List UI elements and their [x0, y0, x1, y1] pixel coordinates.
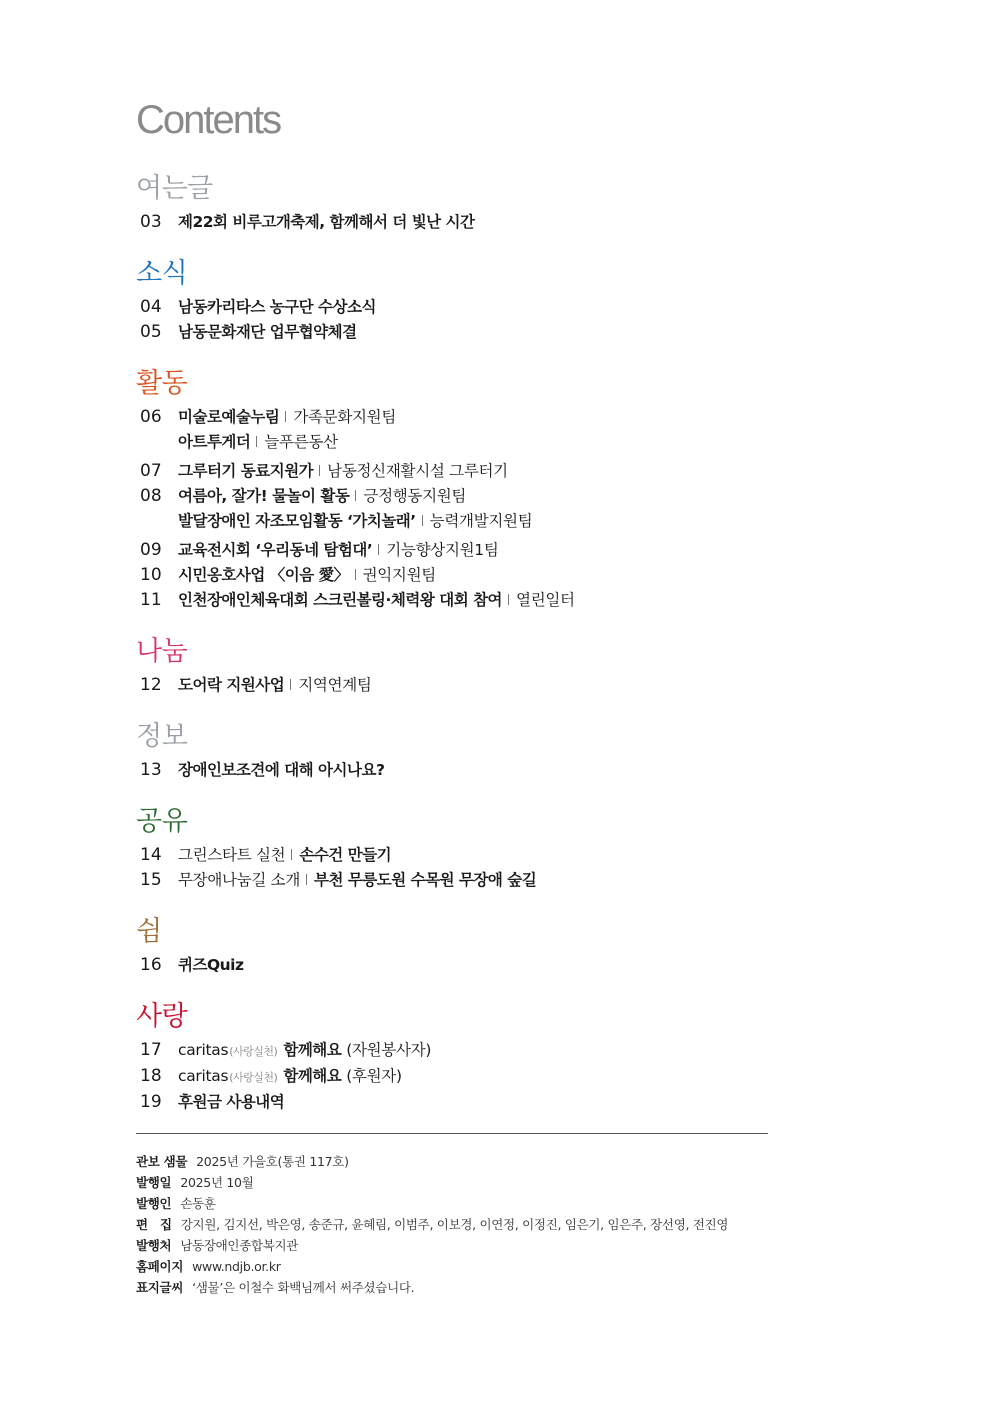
page-number: 13 — [140, 760, 162, 780]
separator — [378, 544, 379, 555]
entry-title: 발달장애인 자조모임활동 ‘가치놀래’ — [178, 512, 416, 530]
colophon-row — [136, 1151, 728, 1172]
entry-team: 늘푸른동산 — [264, 433, 338, 451]
colophon-label: 편 집 — [136, 1217, 172, 1232]
section-love — [136, 1000, 776, 1115]
entry-team: 가족문화지원팀 — [293, 408, 397, 426]
toc-entry[interactable] — [136, 210, 776, 235]
entry-category: 무장애나눔길 소개 — [178, 871, 301, 889]
entry-suffix: (자원봉사자) — [346, 1041, 432, 1059]
entry-title: 도어락 지원사업 — [178, 676, 285, 694]
colophon-value: 2025년 가을호(통권 117호) — [196, 1154, 349, 1169]
entry-category: caritas — [178, 1041, 229, 1059]
toc-entry[interactable] — [136, 673, 776, 698]
page-number: 19 — [140, 1092, 162, 1112]
page-number: 11 — [140, 590, 162, 610]
page-number: 17 — [140, 1040, 162, 1060]
colophon-label: 관보 샘물 — [136, 1154, 188, 1169]
entry-team: 지역연계팀 — [298, 676, 372, 694]
separator — [306, 874, 307, 885]
colophon-value: 손동훈 — [180, 1196, 216, 1211]
section-share — [136, 805, 776, 893]
toc-entry[interactable] — [136, 538, 776, 563]
entry-team: 권익지원팀 — [362, 566, 436, 584]
section-heading: 사랑 — [136, 1001, 188, 1032]
page-number: 07 — [140, 461, 162, 481]
page-number: 03 — [140, 212, 162, 232]
entry-title: 교육전시회 ‘우리동네 탐험대’ — [178, 541, 373, 559]
entry-team: 남동정신재활시설 그루터기 — [327, 462, 508, 480]
toc-entry[interactable] — [136, 868, 776, 893]
homepage-link[interactable]: www.ndjb.or.kr — [192, 1259, 281, 1274]
entry-team: 기능향상지원1팀 — [386, 541, 499, 559]
section-sharing — [136, 635, 776, 698]
section-news — [136, 257, 776, 345]
colophon-value: 2025년 10월 — [180, 1175, 254, 1190]
page-number: 10 — [140, 565, 162, 585]
toc-entry[interactable] — [136, 563, 776, 588]
toc-entry[interactable] — [136, 295, 776, 320]
page-title: Contents — [136, 98, 281, 142]
page-number: 06 — [140, 407, 162, 427]
entry-note: (사랑실천) — [229, 1045, 278, 1058]
entry-team: 열린일터 — [516, 591, 575, 609]
section-heading: 쉼 — [136, 916, 162, 947]
toc-entry[interactable] — [136, 320, 776, 345]
section-rest — [136, 915, 776, 978]
toc-entry[interactable] — [136, 430, 776, 455]
toc-entry[interactable] — [136, 1090, 776, 1115]
colophon-label: 홈페이지 — [136, 1259, 184, 1274]
page-number: 04 — [140, 297, 162, 317]
colophon-row — [136, 1256, 728, 1277]
page-number: 05 — [140, 322, 162, 342]
page-number: 15 — [140, 870, 162, 890]
entry-title: 부천 무릉도원 수목원 무장애 숲길 — [314, 871, 537, 889]
separator — [256, 436, 257, 447]
entry-title: 인천장애인체육대회 스크린볼링·체력왕 대회 참여 — [178, 591, 503, 609]
colophon-row — [136, 1172, 728, 1193]
page-number: 08 — [140, 486, 162, 506]
entry-title: 함께해요 — [283, 1041, 342, 1059]
separator — [508, 594, 509, 605]
entry-title: 후원금 사용내역 — [178, 1093, 285, 1111]
entry-title: 시민옹호사업 〈이음 愛〉 — [178, 566, 349, 584]
entry-category: caritas — [178, 1067, 229, 1085]
toc-entry[interactable] — [136, 459, 776, 484]
entry-note: (사랑실천) — [229, 1071, 278, 1084]
separator — [422, 515, 423, 526]
toc-entry[interactable] — [136, 405, 776, 430]
entry-title: 남동문화재단 업무협약체결 — [178, 323, 357, 341]
colophon-row — [136, 1214, 728, 1235]
colophon-row — [136, 1193, 728, 1214]
separator — [291, 849, 292, 860]
colophon-row — [136, 1235, 728, 1256]
entry-title: 아트투게더 — [178, 433, 251, 451]
toc-entry[interactable] — [136, 758, 776, 783]
entry-title: 손수건 만들기 — [299, 846, 392, 864]
entry-title: 퀴즈Quiz — [178, 956, 244, 974]
toc-entry[interactable] — [136, 484, 776, 509]
colophon-label: 발행일 — [136, 1175, 172, 1190]
colophon-value: 남동장애인종합복지관 — [180, 1238, 299, 1253]
section-heading: 여는글 — [136, 173, 213, 204]
section-heading: 공유 — [136, 806, 188, 837]
colophon-row — [136, 1277, 728, 1298]
colophon-value: 강지원, 김지선, 박은영, 송준규, 윤혜림, 이범주, 이보경, 이연정, 이정진, 임은기, 임은주, 장선영, 전진영 — [180, 1217, 729, 1232]
section-info — [136, 720, 776, 783]
section-opening — [136, 172, 776, 235]
page-number: 16 — [140, 955, 162, 975]
entry-title: 함께해요 — [283, 1067, 342, 1085]
colophon-label: 표지글씨 — [136, 1280, 184, 1295]
entry-team: 긍정행동지원팀 — [363, 487, 467, 505]
toc-entry[interactable] — [136, 1064, 776, 1090]
colophon — [136, 1151, 728, 1298]
entry-title: 남동카리타스 농구단 수상소식 — [178, 298, 376, 316]
entry-title: 장애인보조견에 대해 아시나요? — [178, 761, 385, 779]
section-heading: 활동 — [136, 368, 188, 399]
contents-page — [136, 96, 776, 1137]
separator — [355, 569, 356, 580]
separator — [355, 490, 356, 501]
entry-title: 그루터기 동료지원가 — [178, 462, 314, 480]
divider — [136, 1133, 768, 1134]
separator — [285, 411, 286, 422]
colophon-label: 발행처 — [136, 1238, 172, 1253]
section-activity — [136, 367, 776, 613]
separator — [290, 679, 291, 690]
entry-team: 능력개발지원팀 — [429, 512, 533, 530]
page-number: 09 — [140, 540, 162, 560]
page-number: 18 — [140, 1066, 162, 1086]
entry-title: 제22회 비루고개축제, 함께해서 더 빛난 시간 — [178, 213, 475, 231]
section-heading: 나눔 — [136, 636, 188, 667]
toc-entry[interactable] — [136, 509, 776, 534]
entry-suffix: (후원자) — [346, 1067, 402, 1085]
section-heading: 정보 — [136, 721, 188, 752]
section-heading: 소식 — [136, 258, 188, 289]
toc-entry[interactable] — [136, 953, 776, 978]
toc-entry[interactable] — [136, 843, 776, 868]
colophon-label: 발행인 — [136, 1196, 172, 1211]
entry-title: 미술로예술누림 — [178, 408, 280, 426]
separator — [319, 465, 320, 476]
toc-entry[interactable] — [136, 1038, 776, 1064]
entry-category: 그린스타트 실천 — [178, 846, 286, 864]
entry-title: 여름아, 잘가! 물놀이 활동 — [178, 487, 350, 505]
page-number: 14 — [140, 845, 162, 865]
colophon-value: ‘샘물’은 이철수 화백님께서 써주셨습니다. — [192, 1280, 415, 1295]
page-number: 12 — [140, 675, 162, 695]
toc-entry[interactable] — [136, 588, 776, 613]
